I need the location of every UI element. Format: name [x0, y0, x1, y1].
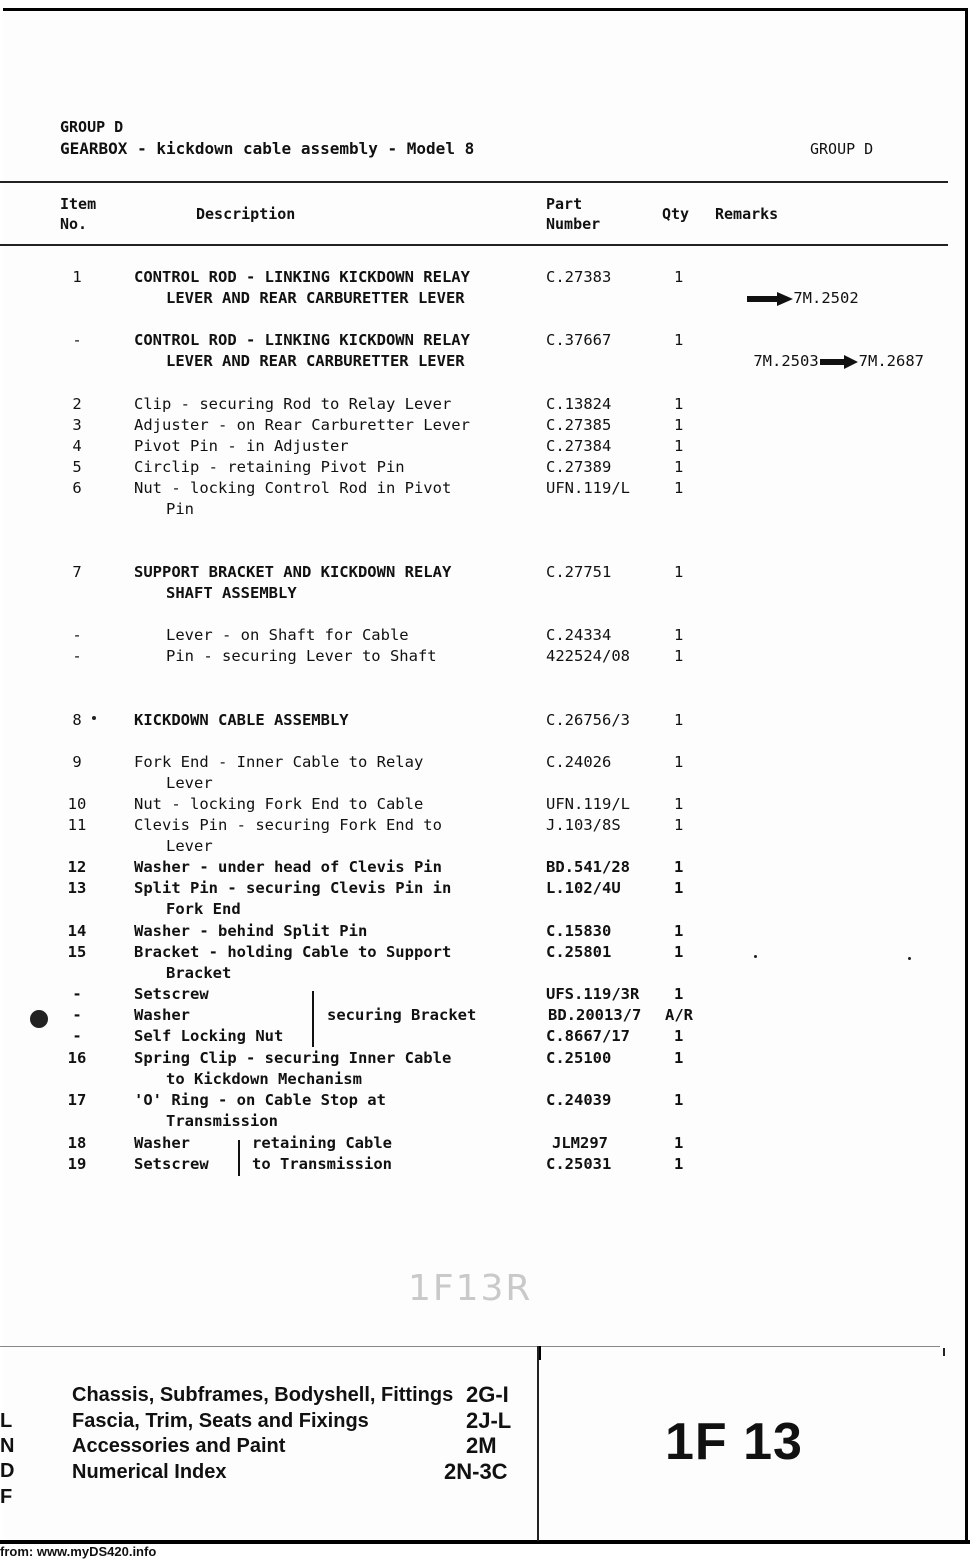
description: Nut - locking Fork End to Cable: [134, 795, 424, 813]
quantity: 1: [674, 922, 684, 940]
description: Pin - securing Lever to Shaft: [166, 647, 437, 665]
description: Spring Clip - securing Inner Cable: [134, 1049, 452, 1067]
part-number: UFN.119/L: [546, 795, 630, 813]
item-number: -: [72, 331, 82, 349]
item-number: 13: [67, 879, 87, 897]
item-number: -: [72, 1006, 82, 1024]
column-header-remarks: Remarks: [715, 205, 779, 223]
quantity: 1: [674, 943, 684, 961]
part-number: C.27383: [546, 268, 612, 286]
part-number: C.13824: [546, 395, 612, 413]
scan-speck: [30, 1010, 48, 1028]
item-number: 9: [72, 753, 82, 771]
edge-letter: D: [0, 1460, 15, 1482]
item-number: -: [72, 1027, 82, 1045]
arrow-right-icon: [819, 355, 859, 369]
part-number: C.26756/3: [546, 711, 630, 729]
description: Clip - securing Rod to Relay Lever: [134, 395, 452, 413]
description: Washer: [134, 1006, 190, 1024]
bracket-line: [312, 991, 314, 1047]
item-number: -: [72, 626, 82, 644]
description: Adjuster - on Rear Carburetter Lever: [134, 416, 470, 434]
index-entry-ref: 2J-L: [466, 1408, 512, 1433]
part-number: C.27385: [546, 416, 612, 434]
page-left-edge: [0, 8, 3, 1548]
edge-letter: F: [0, 1486, 13, 1508]
description: Lever: [166, 774, 213, 792]
item-number: 7: [72, 563, 82, 581]
part-number: UFN.119/L: [546, 479, 630, 497]
part-number: C.27389: [546, 458, 612, 476]
item-number: 14: [67, 922, 87, 940]
page-title: GEARBOX - kickdown cable assembly - Model 8: [60, 139, 475, 158]
part-number: 422524/08: [546, 647, 630, 665]
part-number: C.27751: [546, 563, 612, 581]
description: Pin: [166, 500, 194, 518]
item-number: 15: [67, 943, 87, 961]
remark-to: 7M.2502: [793, 289, 859, 307]
quantity: 1: [674, 395, 684, 413]
description: Nut - locking Control Rod in Pivot: [134, 479, 452, 497]
part-number: UFS.119/3R: [546, 985, 640, 1003]
index-entry-ref: 2N-3C: [444, 1459, 508, 1484]
quantity: 1: [674, 647, 684, 665]
description: Lever - on Shaft for Cable: [166, 626, 409, 644]
remark-to: 7M.2687: [858, 352, 924, 370]
item-number: 5: [72, 458, 82, 476]
quantity: 1: [674, 437, 684, 455]
part-number: L.102/4U: [546, 879, 621, 897]
part-number: C.8667/17: [546, 1027, 630, 1045]
group-label-right: GROUP D: [810, 140, 874, 158]
index-entry-label: Numerical Index: [72, 1461, 227, 1483]
quantity: 1: [674, 816, 684, 834]
description: CONTROL ROD - LINKING KICKDOWN RELAY: [134, 268, 470, 286]
description: CONTROL ROD - LINKING KICKDOWN RELAY: [134, 331, 470, 349]
item-number: 6: [72, 479, 82, 497]
group-note-securing-bracket: securing Bracket: [327, 1006, 477, 1024]
quantity: 1: [674, 711, 684, 729]
item-number: 4: [72, 437, 82, 455]
quantity: 1: [674, 268, 684, 286]
description: to Kickdown Mechanism: [166, 1070, 362, 1088]
description: Washer: [134, 1134, 190, 1152]
description: Setscrew: [134, 985, 209, 1003]
quantity: A/R: [665, 1006, 693, 1024]
edge-letter: L: [0, 1410, 13, 1432]
quantity: 1: [674, 1091, 684, 1109]
description: Transmission: [166, 1112, 278, 1130]
description: SUPPORT BRACKET AND KICKDOWN RELAY: [134, 563, 452, 581]
quantity: 1: [674, 985, 684, 1003]
quantity: 1: [674, 1027, 684, 1045]
quantity: 1: [674, 1134, 684, 1152]
quantity: 1: [674, 416, 684, 434]
description: Self Locking Nut: [134, 1027, 284, 1045]
remark-from: 7M.2503: [753, 352, 819, 370]
arrow-right-icon: [747, 292, 793, 306]
description: Bracket - holding Cable to Support: [134, 943, 452, 961]
quantity: 1: [674, 458, 684, 476]
part-number: C.25100: [546, 1049, 612, 1067]
item-number: 12: [67, 858, 87, 876]
item-number: 8: [72, 711, 82, 729]
index-entry-label: Fascia, Trim, Seats and Fixings: [72, 1410, 369, 1432]
quantity: 1: [674, 858, 684, 876]
index-entry-ref: 2M: [466, 1433, 497, 1458]
column-header-part-number: Part Number: [546, 195, 601, 233]
header-rule-bottom: [0, 244, 948, 246]
quantity: 1: [674, 563, 684, 581]
description: KICKDOWN CABLE ASSEMBLY: [134, 711, 349, 729]
item-number: 10: [67, 795, 87, 813]
part-number: J.103/8S: [546, 816, 621, 834]
quantity: 1: [674, 795, 684, 813]
index-entry-ref: 2G-I: [466, 1382, 509, 1407]
item-number: 16: [67, 1049, 87, 1067]
group-note-retaining-cable: retaining Cable: [252, 1134, 392, 1152]
remarks: [710, 267, 859, 330]
bracket-line: [238, 1140, 240, 1176]
quantity: 1: [674, 479, 684, 497]
quantity: 1: [674, 753, 684, 771]
quantity: 1: [674, 879, 684, 897]
description: Clevis Pin - securing Fork End to: [134, 816, 442, 834]
page-stamp: 1F13R: [408, 1268, 533, 1309]
edge-letter: N: [0, 1435, 15, 1457]
item-number: 11: [67, 816, 87, 834]
column-header-item: Item No.: [60, 195, 97, 233]
index-entry-label: Chassis, Subframes, Bodyshell, Fittings: [72, 1384, 454, 1406]
part-number: BD.20013/7: [548, 1006, 642, 1024]
item-number: 3: [72, 416, 82, 434]
description: Fork End - Inner Cable to Relay: [134, 753, 424, 771]
part-number: C.25031: [546, 1155, 612, 1173]
description: Fork End: [166, 900, 241, 918]
header-rule-top: [0, 181, 948, 183]
source-watermark: from: www.myDS420.info: [0, 1544, 157, 1559]
item-number: -: [72, 985, 82, 1003]
quantity: 1: [674, 331, 684, 349]
quantity: 1: [674, 626, 684, 644]
quantity: 1: [674, 1049, 684, 1067]
description: Lever: [166, 837, 213, 855]
item-number: 18: [67, 1134, 87, 1152]
item-number: 1: [72, 268, 82, 286]
description: SHAFT ASSEMBLY: [166, 584, 297, 602]
part-number: BD.541/28: [546, 858, 630, 876]
part-number: C.24039: [546, 1091, 612, 1109]
group-note-to-transmission: to Transmission: [252, 1155, 392, 1173]
description: Washer - behind Split Pin: [134, 922, 368, 940]
part-number: JLM297: [552, 1134, 608, 1152]
column-header-qty: Qty: [662, 205, 690, 223]
description: Pivot Pin - in Adjuster: [134, 437, 349, 455]
part-number: C.27384: [546, 437, 612, 455]
item-number: 19: [67, 1155, 87, 1173]
index-entry-label: Accessories and Paint: [72, 1435, 286, 1457]
column-header-description: Description: [196, 205, 296, 223]
description: 'O' Ring - on Cable Stop at: [134, 1091, 386, 1109]
description: LEVER AND REAR CARBURETTER LEVER: [166, 289, 465, 307]
scan-speck: [908, 957, 911, 960]
item-number: 2: [72, 395, 82, 413]
part-number: C.25801: [546, 943, 612, 961]
quantity: 1: [674, 1155, 684, 1173]
page-code: 1F 13: [665, 1413, 803, 1471]
description: Setscrew: [134, 1155, 209, 1173]
description: LEVER AND REAR CARBURETTER LEVER: [166, 352, 465, 370]
part-number: C.37667: [546, 331, 612, 349]
scan-speck: [754, 955, 757, 958]
item-number: -: [72, 647, 82, 665]
description: Circlip - retaining Pivot Pin: [134, 458, 405, 476]
remarks: [716, 330, 924, 393]
part-number: C.24334: [546, 626, 612, 644]
part-number: C.24026: [546, 753, 612, 771]
description: Bracket: [166, 964, 232, 982]
description: Split Pin - securing Clevis Pin in: [134, 879, 452, 897]
part-number: C.15830: [546, 922, 612, 940]
group-label: GROUP D: [60, 118, 124, 136]
item-number: 17: [67, 1091, 87, 1109]
description: Washer - under head of Clevis Pin: [134, 858, 442, 876]
scan-speck: [92, 716, 96, 720]
